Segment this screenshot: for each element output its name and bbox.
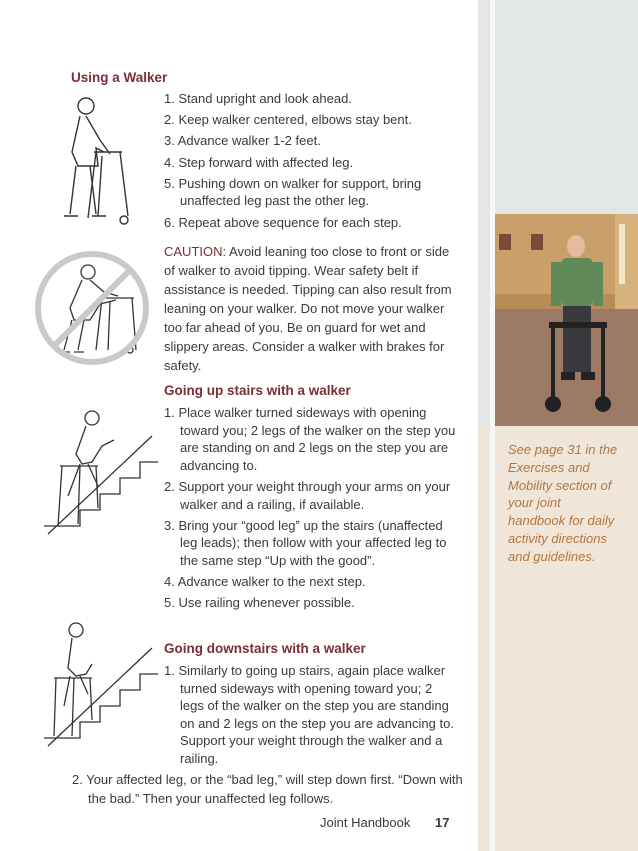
- list-item: 4. Step forward with affected leg.: [164, 154, 354, 170]
- page-number: 17: [435, 815, 450, 830]
- walker-illustration: [56, 92, 136, 232]
- list-item: 1. Stand upright and look ahead.: [164, 91, 352, 106]
- list-item: 1. Similarly to going up stairs, again place walker turned sideways with opening toward you; 2 legs of the walker on the step you are standing on and 2 legs on the step you are advancing to. Support your weight through the walker and a railing.: [164, 663, 454, 766]
- heading-up-stairs: Going up stairs with a walker: [164, 383, 351, 398]
- heading-down-stairs: Going downstairs with a walker: [164, 641, 366, 656]
- heading-using-walker: Using a Walker: [71, 70, 168, 85]
- caution-label: CAUTION:: [164, 244, 227, 259]
- down-stairs-step-2: 2. Your affected leg, or the “bad leg,” will step down first. “Down with the bad.” Then your unaffected leg follows.: [72, 772, 463, 806]
- list-item: 2. Keep walker centered, elbows stay bent.: [164, 112, 412, 128]
- caution-text: Avoid leaning too close to front or side of walker to avoid tipping. Wear safety belt if assistance is needed. Tipping can also result from leaning on your walker. Do not move your walker too far ahead of you. Be on guard for wet and slippery areas. Consider a walker with brakes for safety.: [164, 244, 452, 373]
- caution-paragraph: [164, 242, 454, 375]
- stairs-up-illustration: [40, 406, 160, 536]
- sidebar-note: See page 31 in the Exercises and Mobility section of your joint handbook for daily activity directions and guidelines.: [508, 442, 618, 564]
- list-item: 4. Advance walker to the next step.: [164, 574, 366, 590]
- list-item: 2. Support your weight through your arms on your walker and a railing, if available.: [164, 478, 451, 512]
- footer-title: Joint Handbook: [320, 815, 411, 830]
- list-item: 3. Advance walker 1-2 feet.: [164, 133, 321, 149]
- walker-steps-list: [164, 90, 454, 235]
- list-item: 3. Bring your “good leg” up the stairs (unaffected leg leads); then follow with your affected leg to the same step “Up with the good”.: [164, 517, 447, 568]
- list-item: 5. Use railing whenever possible.: [164, 595, 355, 611]
- list-item: 1. Place walker turned sideways with opening toward you; 2 legs of the walker on the step you are standing on and 2 legs on the step you are advancing to.: [164, 405, 456, 473]
- list-item: 5. Pushing down on walker for support, bring unaffected leg past the other leg.: [164, 175, 422, 209]
- stairs-down-illustration: [40, 618, 160, 748]
- photo-man-with-walker: [495, 214, 638, 426]
- down-stairs-list: [164, 662, 454, 771]
- up-stairs-list: [164, 404, 456, 616]
- caution-no-leaning-illustration: [34, 250, 152, 368]
- list-item: 6. Repeat above sequence for each step.: [164, 214, 402, 230]
